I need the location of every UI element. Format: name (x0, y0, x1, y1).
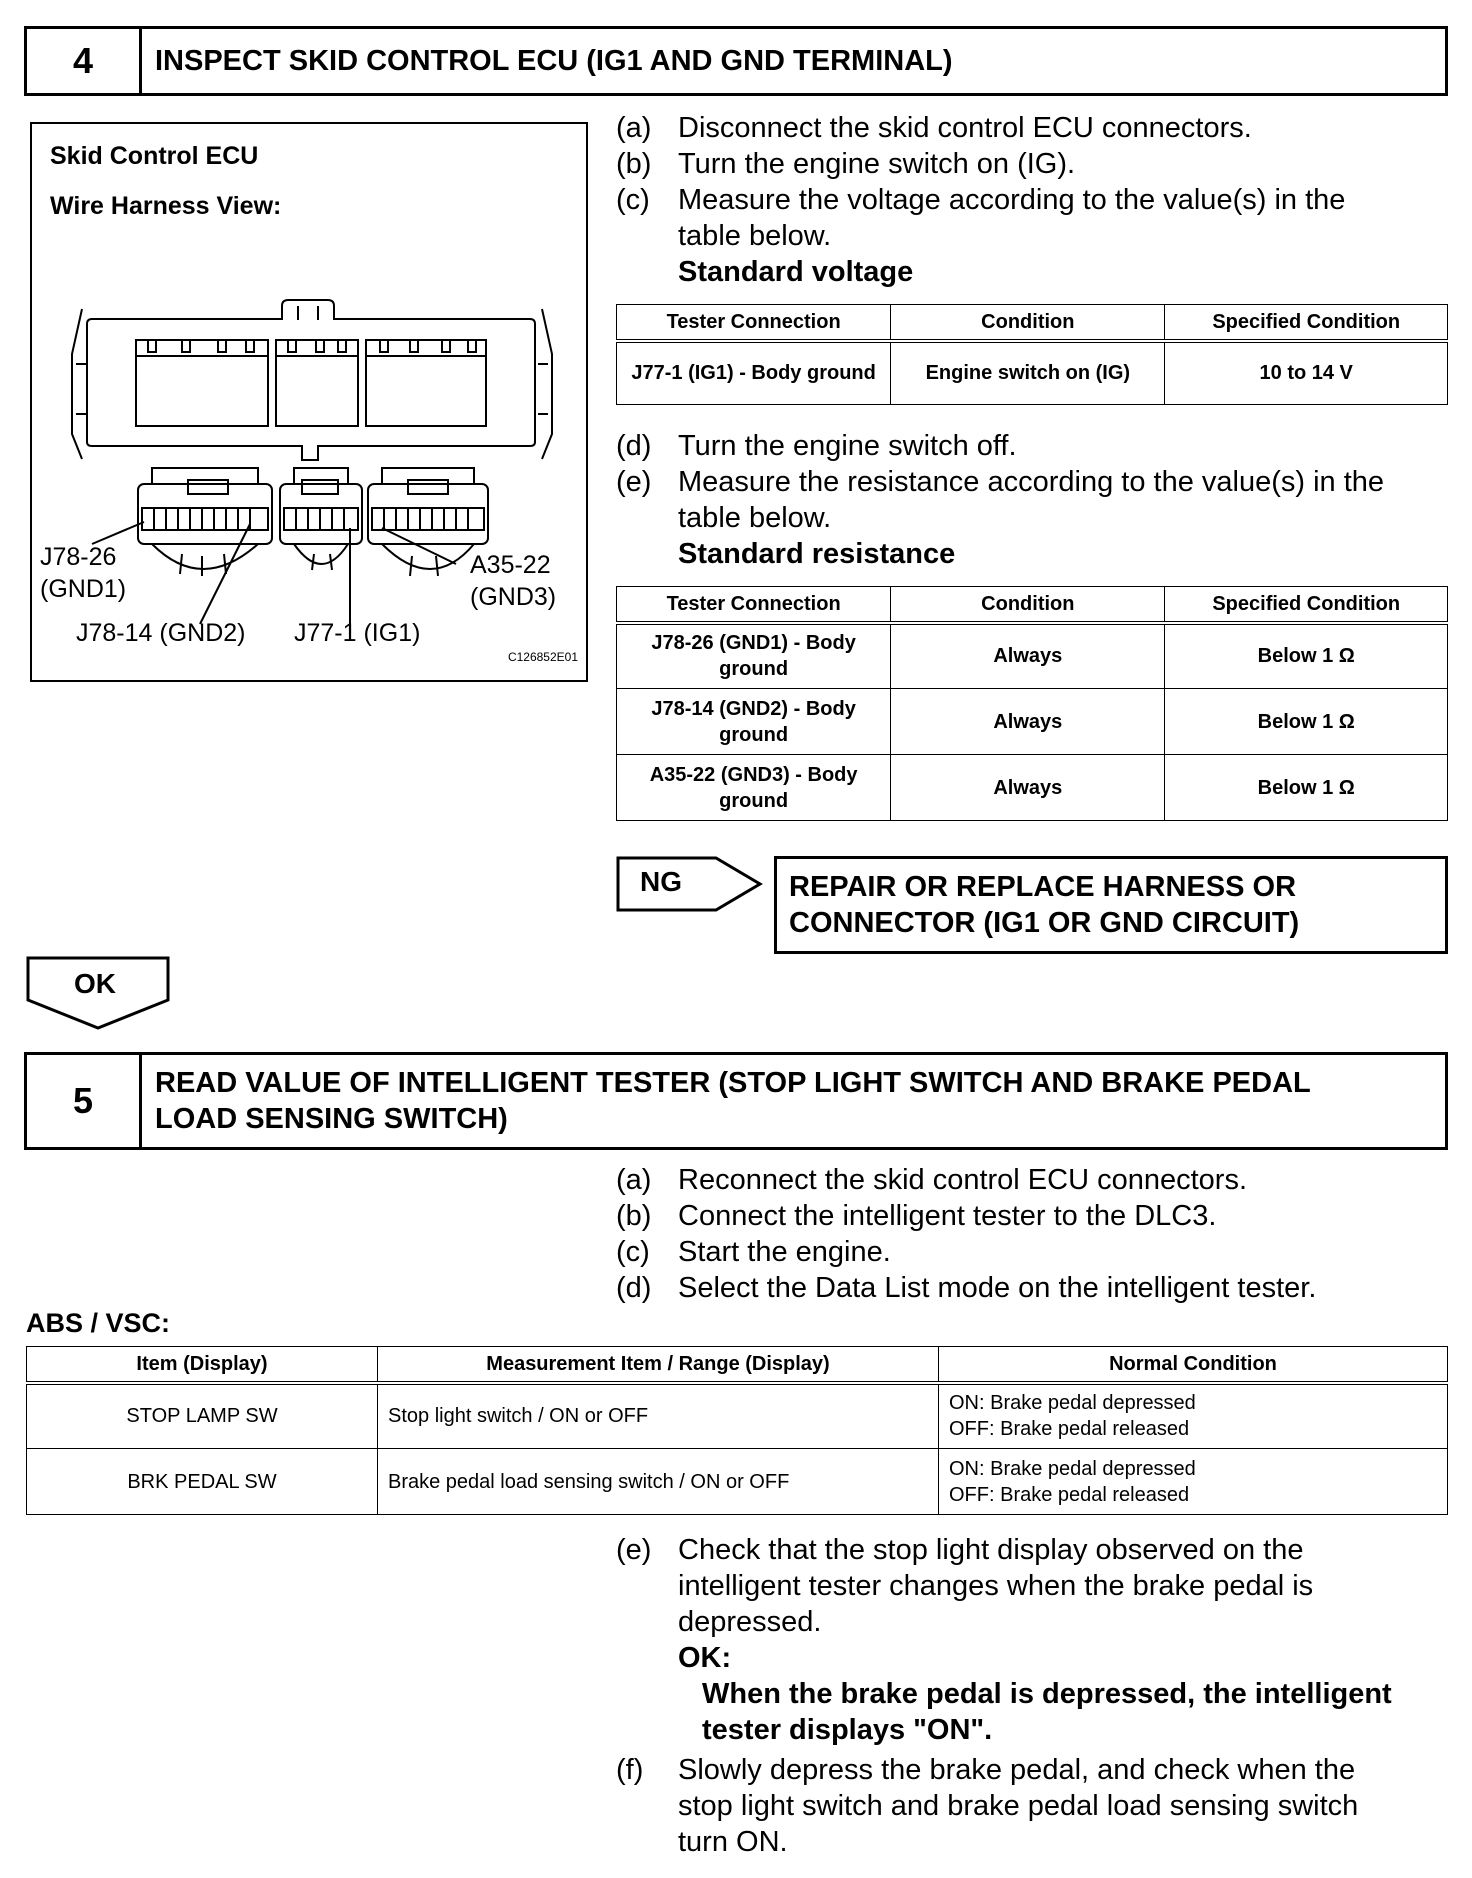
instruction-label: (c) (616, 1236, 650, 1268)
step-4-header (24, 26, 1448, 96)
instruction-text-line2: stop light switch and brake pedal load sensing switch (678, 1790, 1359, 1822)
standard-resistance-heading: Standard resistance (678, 538, 956, 570)
specified-condition: Below 1 Ω (1165, 623, 1448, 689)
step-title: INSPECT SKID CONTROL ECU (IG1 AND GND TERMINAL) (155, 45, 953, 77)
step5-instruction-f (616, 1752, 1456, 1862)
step-number: 5 (27, 1055, 142, 1147)
table-row (617, 341, 1448, 405)
figure-title: Skid Control ECU (50, 142, 259, 170)
instruction-label: (d) (616, 1272, 652, 1304)
label-gnd1: (GND1) (40, 575, 127, 603)
ok-criteria-heading: OK: (678, 1642, 732, 1674)
ng-label: NG (640, 866, 682, 897)
condition: Engine switch on (IG) (891, 341, 1165, 405)
step5-instruction-c (616, 1234, 1456, 1270)
ng-action-box (774, 856, 1448, 954)
instruction-label: (e) (616, 466, 652, 498)
table-row (617, 623, 1448, 689)
ecu-figure (30, 122, 588, 682)
step-number: 4 (27, 29, 142, 93)
instruction-label: (e) (616, 1534, 652, 1566)
step5-instruction-e (616, 1532, 1456, 1752)
instruction-label: (b) (616, 1200, 652, 1232)
ng-arrow-shape (616, 856, 766, 912)
instruction-text: Reconnect the skid control ECU connectors. (678, 1164, 1247, 1196)
ok-criteria-line2: tester displays "ON". (702, 1714, 993, 1746)
normal-condition-on: ON: Brake pedal depressed (949, 1392, 1196, 1415)
label-j77-1: J77-1 (IG1) (294, 619, 421, 647)
specified-condition: Below 1 Ω (1165, 755, 1448, 821)
condition: Always (891, 755, 1165, 821)
instruction-text: Connect the intelligent tester to the DLC3. (678, 1200, 1217, 1232)
label-gnd3: (GND3) (470, 583, 557, 611)
standard-resistance-table (616, 586, 1448, 821)
column-header: Tester Connection (617, 305, 891, 341)
measurement-item: Brake pedal load sensing switch / ON or OFF (378, 1449, 939, 1515)
step4-instruction-a (616, 110, 1456, 146)
table-row (27, 1383, 1448, 1449)
instruction-label: (a) (616, 112, 652, 144)
instruction-label: (b) (616, 148, 652, 180)
instruction-label: (d) (616, 430, 652, 462)
instruction-text: Turn the engine switch off. (678, 430, 1017, 462)
column-header: Item (Display) (27, 1347, 378, 1383)
item-display: BRK PEDAL SW (27, 1449, 378, 1515)
step-title-line2: LOAD SENSING SWITCH) (155, 1103, 508, 1135)
column-header: Specified Condition (1165, 305, 1448, 341)
instruction-text-line3: turn ON. (678, 1826, 788, 1858)
instruction-text: Measure the resistance according to the value(s) in the (678, 466, 1385, 498)
column-header: Condition (891, 587, 1165, 623)
instruction-text: Disconnect the skid control ECU connectors. (678, 112, 1252, 144)
specified-condition: 10 to 14 V (1165, 341, 1448, 405)
instruction-text-line3: depressed. (678, 1606, 822, 1638)
instruction-text-cont: table below. (678, 502, 832, 534)
condition: Always (891, 623, 1165, 689)
instruction-text: Select the Data List mode on the intelligent tester. (678, 1272, 1317, 1304)
specified-condition: Below 1 Ω (1165, 689, 1448, 755)
instruction-text-line1: Slowly depress the brake pedal, and check when the (678, 1754, 1356, 1786)
column-header: Normal Condition (939, 1347, 1448, 1383)
label-j78-26: J78-26 (40, 543, 117, 571)
ok-criteria-line1: When the brake pedal is depressed, the intelligent (702, 1678, 1392, 1710)
normal-condition-on: ON: Brake pedal depressed (949, 1457, 1196, 1480)
standard-voltage-table (616, 304, 1448, 405)
step5-instruction-b (616, 1198, 1456, 1234)
normal-condition (939, 1383, 1448, 1449)
instruction-label: (c) (616, 184, 650, 216)
table-row (27, 1449, 1448, 1515)
step4-instruction-e (616, 464, 1456, 536)
tester-connection: A35-22 (GND3) - Body ground (617, 755, 891, 821)
instruction-text-cont: table below. (678, 220, 832, 252)
instruction-text-line1: Check that the stop light display observed on the (678, 1534, 1304, 1566)
normal-condition-off: OFF: Brake pedal released (949, 1483, 1190, 1506)
step-title (155, 1055, 1431, 1147)
step4-instruction-c (616, 182, 1456, 254)
column-header: Measurement Item / Range (Display) (378, 1347, 939, 1383)
step4-instruction-b (616, 146, 1456, 182)
measurement-item: Stop light switch / ON or OFF (378, 1383, 939, 1449)
figure-code: C126852E01 (507, 650, 578, 664)
label-j78-14: J78-14 (GND2) (76, 619, 246, 647)
step4-instruction-d (616, 428, 1456, 464)
instruction-text: Start the engine. (678, 1236, 891, 1268)
standard-voltage-heading: Standard voltage (678, 256, 914, 288)
table-row (617, 755, 1448, 821)
column-header: Condition (891, 305, 1165, 341)
instruction-text-line2: intelligent tester changes when the brake pedal is (678, 1570, 1314, 1602)
normal-condition (939, 1449, 1448, 1515)
step-5-header (24, 1052, 1448, 1150)
tester-connection: J78-26 (GND1) - Body ground (617, 623, 891, 689)
instruction-text: Measure the voltage according to the value(s) in the (678, 184, 1346, 216)
abs-vsc-table (26, 1346, 1448, 1515)
column-header: Specified Condition (1165, 587, 1448, 623)
item-display: STOP LAMP SW (27, 1383, 378, 1449)
tester-connection: J77-1 (IG1) - Body ground (617, 341, 891, 405)
figure-view-label: Wire Harness View: (50, 192, 282, 220)
table-row (617, 689, 1448, 755)
instruction-label: (a) (616, 1164, 652, 1196)
label-a35-22: A35-22 (470, 551, 551, 579)
ok-label: OK (74, 968, 116, 999)
instruction-label: (f) (616, 1754, 644, 1786)
column-header: Tester Connection (617, 587, 891, 623)
abs-vsc-heading: ABS / VSC: (26, 1308, 171, 1338)
ng-action-line2: CONNECTOR (IG1 OR GND CIRCUIT) (789, 907, 1300, 939)
instruction-text: Turn the engine switch on (IG). (678, 148, 1076, 180)
normal-condition-off: OFF: Brake pedal released (949, 1418, 1190, 1441)
condition: Always (891, 689, 1165, 755)
tester-connection: J78-14 (GND2) - Body ground (617, 689, 891, 755)
ng-action-line1: REPAIR OR REPLACE HARNESS OR (789, 871, 1297, 903)
step-title-line1: READ VALUE OF INTELLIGENT TESTER (STOP LIGHT SWITCH AND BRAKE PEDAL (155, 1067, 1311, 1099)
step5-instruction-d (616, 1270, 1456, 1306)
step5-instruction-a (616, 1162, 1456, 1198)
